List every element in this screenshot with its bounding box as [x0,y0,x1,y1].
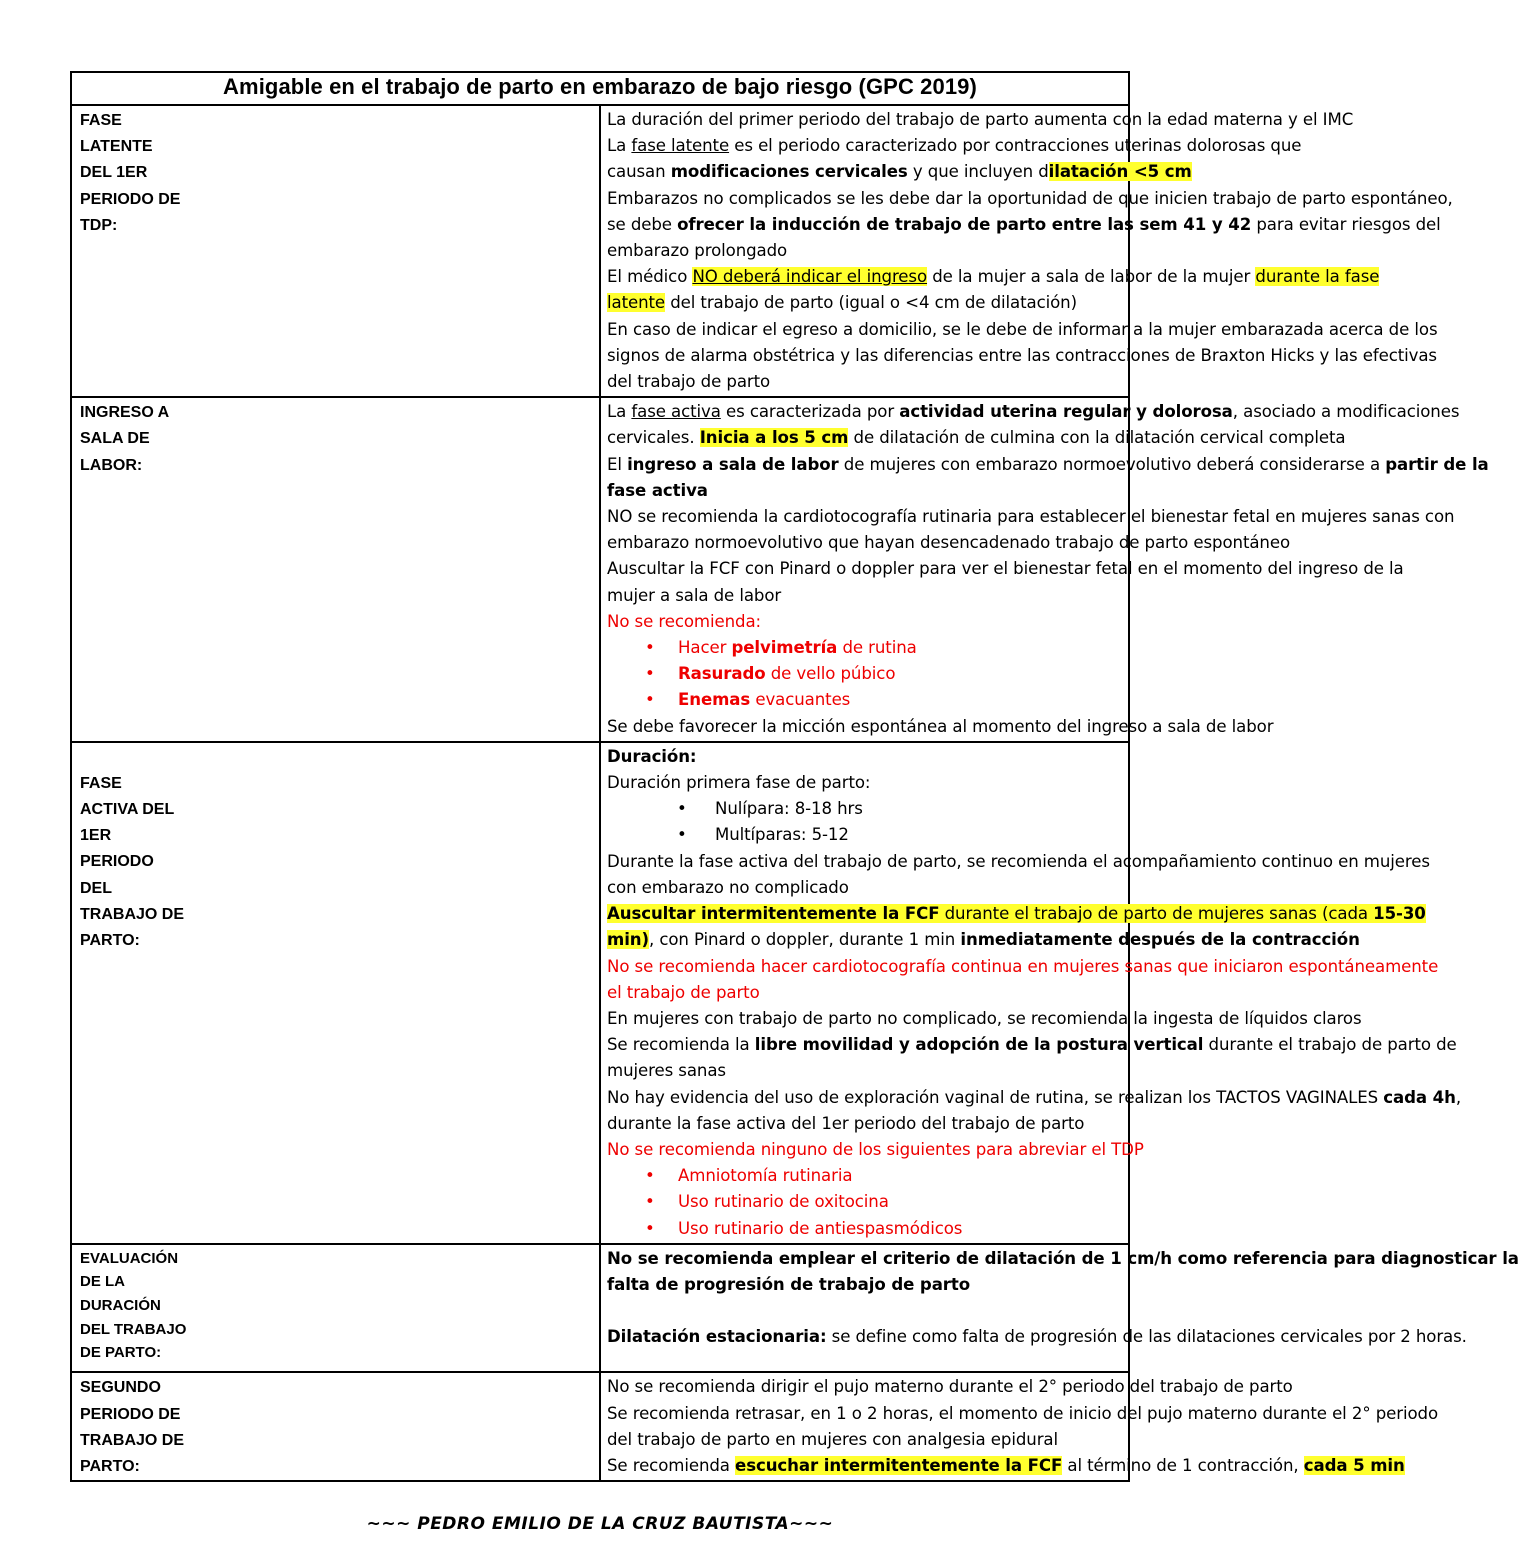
bullet-item: • Multíparas: 5-12 [607,822,1128,848]
guideline-table [70,71,1519,1482]
text-line: del trabajo de parto en mujeres con analgesia epidural [607,1429,1059,1449]
text-line: con embarazo no complicado [607,877,849,897]
bullet-icon: • [645,1166,655,1186]
text-line: No se recomienda ninguno de los siguientes para abreviar el TDP [607,1139,1144,1159]
text-line: el trabajo de parto [607,982,760,1002]
highlight: ilatación <5 cm [1048,162,1192,182]
section-label: SEGUNDO PERIODO DE TRABAJO DE PARTO: [71,1372,600,1481]
bullet-icon: • [677,825,687,845]
bullet-icon: • [645,664,655,684]
text-line: Se recomienda la libre movilidad y adopción de la postura vertical durante el trabajo de parto de [607,1035,1457,1055]
highlight: durante el trabajo de parto de mujeres sanas (cada [939,904,1374,924]
text-line: falta de progresión de trabajo de parto [607,1274,971,1294]
bullet-item: • Nulípara: 8-18 hrs [607,796,1128,822]
bullet-icon: • [677,799,687,819]
text-line: No se recomienda hacer cardiotocografía continua en mujeres sanas que iniciaron espontáneamente [607,956,1439,976]
highlight: min) [607,930,649,950]
highlight: 15-30 [1373,904,1426,924]
bullet-item: • Uso rutinario de antiespasmódicos [607,1216,1128,1242]
text-line: La fase activa es caracterizada por actividad uterina regular y dolorosa, asociado a modificaciones [607,402,1460,422]
highlight: escuchar intermitentemente la FCF [735,1455,1063,1475]
text-line: No se recomienda emplear el criterio de dilatación de 1 cm/h como referencia para diagnosticar la [607,1248,1519,1268]
section-row-latent-phase [71,105,1129,397]
section-row-second-period [71,1372,1129,1481]
section-label: INGRESO A SALA DE LABOR: [71,397,600,742]
highlight: Auscultar intermitentemente la FCF [607,904,940,924]
highlight: Inicia a los 5 cm [699,428,849,448]
bullet-icon: • [645,1192,655,1212]
text-line: se debe ofrecer la inducción de trabajo de parto entre las sem 41 y 42 para evitar riesgos del [607,214,1441,234]
text-line: latente del trabajo de parto (igual o <4 cm de dilatación) [607,293,1077,313]
bullet-item: • Uso rutinario de oxitocina [607,1189,1128,1215]
highlight: durante la fase [1255,267,1380,287]
section-content [600,105,1453,397]
text-line: fase activa [607,480,708,500]
text-line: NO se recomienda la cardiotocografía rutinaria para establecer el bienestar fetal en mujeres sanas con [607,507,1455,527]
section-content [600,1244,1519,1373]
section-label: EVALUACIÓN DE LA DURACIÓN DEL TRABAJO DE PARTO: [71,1244,600,1373]
bullet-icon: • [645,638,655,658]
text-line: En mujeres con trabajo de parto no complicado, se recomienda la ingesta de líquidos claros [607,1008,1362,1028]
section-content [600,397,1489,742]
text-line: min), con Pinard o doppler, durante 1 min inmediatamente después de la contracción [607,930,1360,950]
table-title: Amigable en el trabajo de parto en embarazo de bajo riesgo (GPC 2019) [71,72,1129,105]
highlight: latente [607,293,666,313]
text-line: La duración del primer periodo del trabajo de parto aumenta con la edad materna y el IMC [607,110,1354,129]
section-content [600,742,1462,1244]
text-line: Embarazos no complicados se les debe dar la oportunidad de que inicien trabajo de parto espontáneo, [607,188,1453,208]
section-label: FASE ACTIVA DEL 1ER PERIODO DEL TRABAJO DE PARTO: [71,742,600,1244]
bullet-icon: • [645,1218,655,1238]
text-line: del trabajo de parto [607,372,771,392]
text-line: cervicales. Inicia a los 5 cm de dilatación de culmina con la dilatación cervical completa [607,428,1346,448]
text-line: No se recomienda: [607,611,762,631]
bullet-item: • Enemas evacuantes [607,687,1128,713]
bullet-icon: • [645,690,655,710]
section-row-active-phase [71,742,1129,1244]
section-label: FASE LATENTE DEL 1ER PERIODO DE TDP: [71,105,600,397]
text-line: Duración: [607,746,697,766]
bullet-item: • Amniotomía rutinaria [607,1163,1128,1189]
text-line: embarazo prolongado [607,241,788,261]
text-line: Se recomienda escuchar intermitentemente la FCF al término de 1 contracción, cada 5 min [607,1455,1405,1475]
text-line: Auscultar la FCF con Pinard o doppler para ver el bienestar fetal en el momento del ingreso de la [607,559,1404,579]
text-line: No se recomienda dirigir el pujo materno durante el 2° periodo del trabajo de parto [607,1377,1293,1397]
document-page [70,71,1519,1482]
bullet-item: • Hacer pelvimetría de rutina [607,635,1128,661]
text-line: Dilatación estacionaria: se define como falta de progresión de las dilataciones cervicales por 2 horas. [607,1327,1467,1347]
text-line [607,901,1426,927]
text-line: mujeres sanas [607,1061,726,1081]
text-line: El ingreso a sala de labor de mujeres con embarazo normoevolutivo deberá considerarse a partir de la [607,454,1489,474]
text-line: causan modificaciones cervicales y que incluyen dilatación <5 cm [607,162,1192,182]
section-row-duration-evaluation [71,1244,1129,1373]
text-line: Duración primera fase de parto: [607,773,871,793]
text-line: Se recomienda retrasar, en 1 o 2 horas, el momento de inicio del pujo materno durante el 2° periodo [607,1403,1439,1423]
text-line: Se debe favorecer la micción espontánea al momento del ingreso a sala de labor [607,716,1274,736]
text-line: En caso de indicar el egreso a domicilio, se le debe de informar a la mujer embarazada acerca de los [607,319,1438,339]
text-line: durante la fase activa del 1er periodo del trabajo de parto [607,1113,1085,1133]
text-line: embarazo normoevolutivo que hayan desencadenado trabajo de parto espontáneo [607,533,1291,553]
bullet-item: • Rasurado de vello púbico [607,661,1128,687]
text-line: No hay evidencia del uso de exploración vaginal de rutina, se realizan los TACTOS VAGINALES cada 4h, [607,1087,1462,1107]
section-row-labor-admission [71,397,1129,742]
section-content [600,1372,1439,1481]
text-line: La fase latente es el periodo caracterizado por contracciones uterinas dolorosas que [607,136,1302,156]
text-line: signos de alarma obstétrica y las diferencias entre las contracciones de Braxton Hicks y las efectivas [607,345,1437,365]
author-footer: ~~~ PEDRO EMILIO DE LA CRUZ BAUTISTA~~~ [366,1514,834,1534]
text-line: El médico NO deberá indicar el ingreso de la mujer a sala de labor de la mujer durante la fase [607,267,1380,287]
highlight: cada 5 min [1303,1455,1405,1475]
text-line: Durante la fase activa del trabajo de parto, se recomienda el acompañamiento continuo en mujeres [607,851,1430,871]
text-line: mujer a sala de labor [607,585,782,605]
highlight: NO deberá indicar el ingreso [692,267,928,287]
